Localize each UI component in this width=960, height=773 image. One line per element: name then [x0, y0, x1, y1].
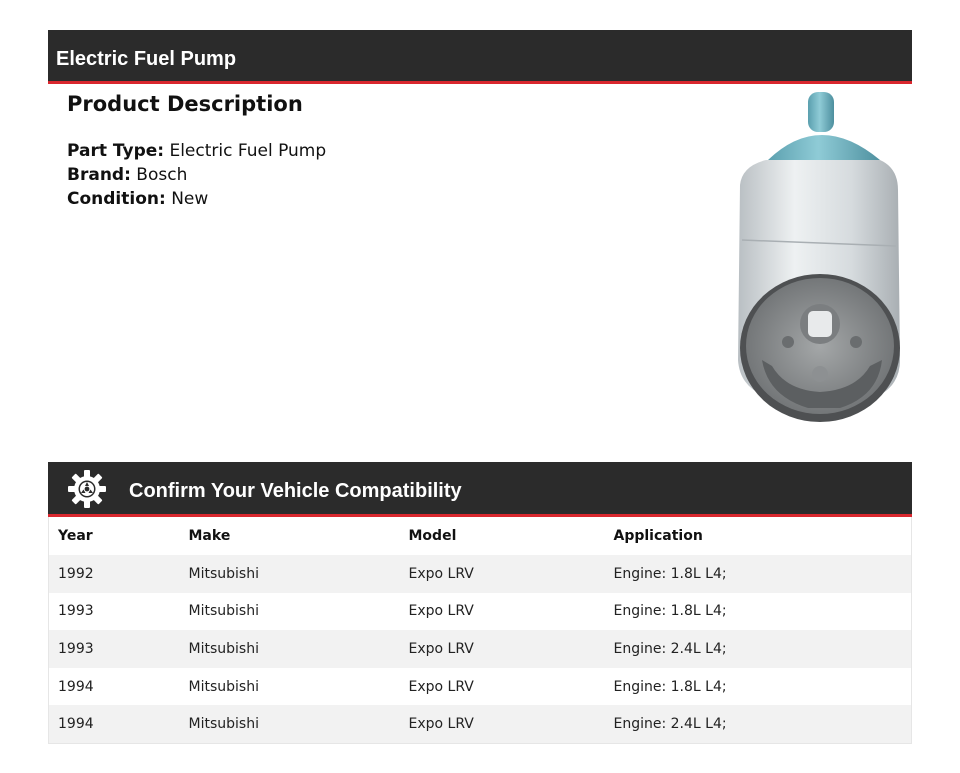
spec-label: Part Type:	[67, 141, 165, 161]
gear-icon	[67, 469, 107, 509]
table-row	[49, 668, 912, 706]
product-header-title: Electric Fuel Pump	[56, 48, 237, 70]
cell-model: Expo LRV	[400, 705, 605, 743]
cell-application: Engine: 1.8L L4;	[605, 668, 912, 706]
spec-row-brand	[67, 163, 326, 187]
cell-year: 1992	[49, 555, 180, 593]
cell-model: Expo LRV	[400, 630, 605, 668]
cell-make: Mitsubishi	[180, 668, 400, 706]
cell-year: 1994	[49, 668, 180, 706]
cell-year: 1993	[49, 593, 180, 631]
product-description-title: Product Description	[67, 92, 303, 116]
table-row	[49, 555, 912, 593]
table-row	[49, 630, 912, 668]
fuel-pump-image	[728, 90, 908, 430]
cell-make: Mitsubishi	[180, 705, 400, 743]
cell-make: Mitsubishi	[180, 555, 400, 593]
table-row	[49, 705, 912, 743]
cell-application: Engine: 2.4L L4;	[605, 705, 912, 743]
spec-value: Bosch	[136, 165, 188, 185]
cell-application: Engine: 1.8L L4;	[605, 555, 912, 593]
cell-model: Expo LRV	[400, 593, 605, 631]
column-header-year: Year	[49, 517, 180, 555]
compatibility-header	[48, 462, 912, 517]
cell-application: Engine: 2.4L L4;	[605, 630, 912, 668]
spec-value: Electric Fuel Pump	[169, 141, 327, 161]
spec-value: New	[171, 189, 209, 209]
cell-model: Expo LRV	[400, 668, 605, 706]
cell-application: Engine: 1.8L L4;	[605, 593, 912, 631]
column-header-model: Model	[400, 517, 605, 555]
spec-row-condition	[67, 187, 326, 211]
spec-label: Condition:	[67, 189, 166, 209]
cell-year: 1994	[49, 705, 180, 743]
cell-make: Mitsubishi	[180, 630, 400, 668]
column-header-make: Make	[180, 517, 400, 555]
spec-label: Brand:	[67, 165, 131, 185]
column-header-application: Application	[605, 517, 912, 555]
compatibility-header-title: Confirm Your Vehicle Compatibility	[129, 480, 462, 502]
table-header-row	[49, 517, 912, 555]
cell-make: Mitsubishi	[180, 593, 400, 631]
spec-list	[67, 139, 326, 211]
compatibility-table	[48, 517, 912, 744]
product-header	[48, 30, 912, 84]
table-row	[49, 593, 912, 631]
cell-year: 1993	[49, 630, 180, 668]
spec-row-part-type	[67, 139, 326, 163]
cell-model: Expo LRV	[400, 555, 605, 593]
